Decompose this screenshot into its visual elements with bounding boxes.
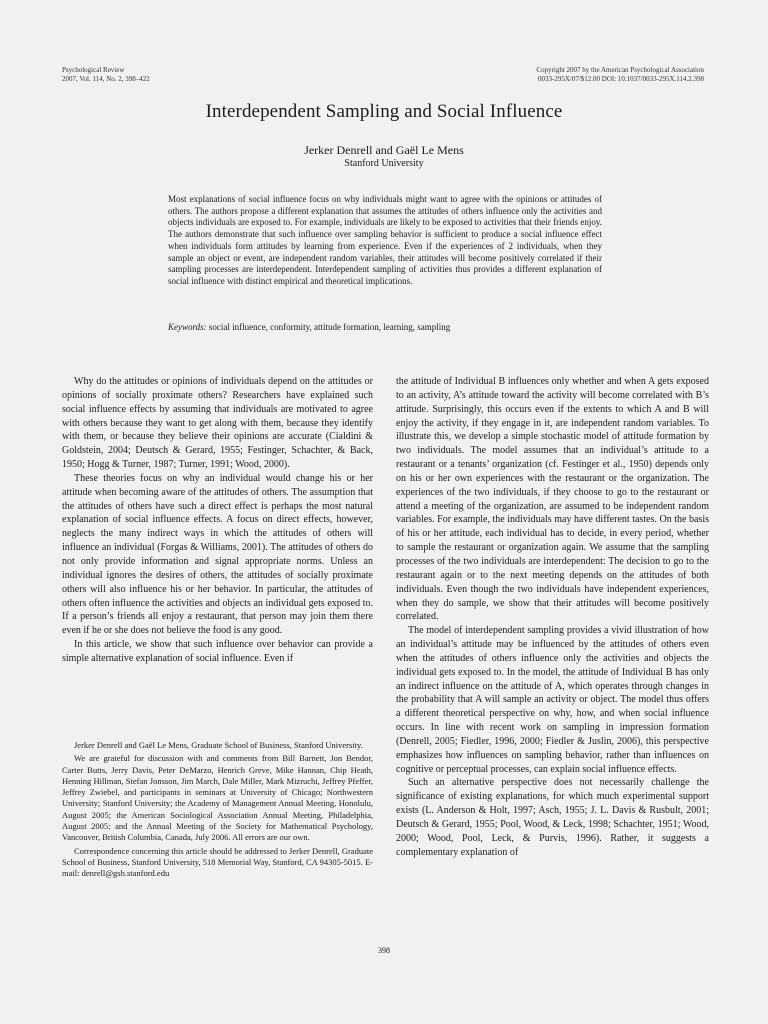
body-column-left: [62, 375, 373, 666]
article-title: Interdependent Sampling and Social Influence: [205, 101, 563, 122]
body-column-right: [396, 375, 709, 860]
keywords-line: [168, 322, 602, 332]
page-number: 398: [378, 946, 390, 955]
body-paragraph: Why do the attitudes or opinions of individuals depend on the attitudes or opinions of socially proximate others? Researchers have explained such social influence effects by assuming that individuals are motivated to agree with others because they want to get along with them, because they identify with them, or because they believe their opinions are accurate (Cialdini & Goldstein, 2004; Deutsch & Gerard, 1955; Festinger, Schachter, & Back, 1950; Hogg & Turner, 1987; Turner, 1991; Wood, 2000).: [62, 376, 373, 471]
author-names: Jerker Denrell and Gaël Le Mens: [304, 143, 464, 157]
body-paragraph: The model of interdependent sampling provides a vivid illustration of how an individual’s attitude may be influenced by the attitudes of others even when the attitudes of others influence only the activities and objects the individual gets exposed to. In the model, the attitude of Individual B has only an indirect influence on the attitude of A, which operates through changes in the probability that A will sample an activity or object. The model thus offers a different theoretical perspective on why, how, and when social influence occurs. In line with recent work on sampling in impression formation (Denrell, 2005; Fiedler, 1996, 2000; Fiedler & Juslin, 2006), this perspective emphasizes how influences on sampling behavior, rather than influences on cognitive or perceptual processes, can explain social influence effects.: [396, 625, 709, 775]
running-header-left: [62, 66, 150, 83]
author-footnote: [62, 740, 373, 882]
footnote-paragraph: Jerker Denrell and Gaël Le Mens, Graduate School of Business, Stanford University.: [74, 740, 363, 750]
keywords-text: social influence, conformity, attitude formation, learning, sampling: [208, 322, 451, 332]
journal-volume: 2007, Vol. 114, No. 2, 398–422: [62, 74, 150, 83]
running-header-right: [536, 66, 704, 83]
author-affiliation: Stanford University: [344, 158, 424, 169]
body-paragraph: Such an alternative perspective does not necessarily challenge the significance of existing explanations, for which much experimental support exists (L. Anderson & Holt, 1997; Asch, 1955; J. L. Davis & Rusbult, 2001; Deutsch & Gerard, 1955; Pool, Wood, & Leck, 1998; Schachter, 1951; Wood, 2000; Wood, Pool, Leck, & Purvis, 1996). Rather, it suggests a complementary explanation of: [396, 777, 709, 858]
doi-line: 0033-295X/07/$12.00 DOI: 10.1037/0033-295X.114.2.398: [538, 74, 704, 83]
abstract: Most explanations of social influence focus on why individuals might want to agree with the opinions or attitudes of others. The authors propose a different explanation that assumes the attitudes of others influence only the activities and objects individuals are exposed to. For example, individuals are likely to be exposed to activities that their friends enjoy. The authors demonstrate that such influence over sampling behavior is sufficient to produce a social influence effect when individuals form attitudes by learning from experience. Even if the experiences of 2 individuals, when they sample an object or event, are independent random variables, their attitudes will become positively correlated if their sampling processes are interdependent. Interdependent sampling of activities thus provides a different explanation of social influence with distinct empirical and theoretical implications.: [168, 194, 602, 286]
body-paragraph: These theories focus on why an individual would change his or her attitude when becoming aware of the attitudes of others. The assumption that the attitudes of others have such a direct effect is perhaps the most natural explanation of social influence effects. A focus on direct effects, however, neglects the many indirect ways in which the attitudes of others will influence an individual (Forgas & Williams, 2001). The attitudes of others do not only provide information and signal appropriate norms. Unless an individual ignores the desires of others, the attitudes of socially proximate others will also influence his or her behavior. In particular, the attitudes of others often influence the activities and objects an individual gets exposed to. If a person’s friends all enjoy a restaurant, that person may join them there even if he or she does not believe the food is any good.: [62, 472, 373, 637]
copyright-line: Copyright 2007 by the American Psychological Association: [536, 66, 704, 74]
body-paragraph: the attitude of Individual B influences only whether and when A gets exposed to an activity, A’s attitude toward the activity will become correlated with B’s attitude. Surprisingly, this occurs even if the extents to which A and B will enjoy the activity, if they engage in it, are independent random variables. To illustrate this, we develop a simple stochastic model of attitude formation by two individuals. The model assumes that an individual’s attitude to a restaurant or a tenants’ organization (cf. Festinger et al., 1950) depends only on his or her own experiences with the restaurant or the organization. The experiences of the two individuals, if they choose to go to the restaurant or attend a meeting of the organization, are assumed to be independent random variables. For example, the individuals may have different tastes. On the basis of his or her attitude, each individual has to decide, in every period, whether to sample the restaurant or organization again. We assume that the sampling processes of the two individuals are interdependent: The decision to go to the restaurant again or to the next meeting depends on the attitudes of both individuals. Even though the two individuals have independent experiences, when they do sample, we show that their attitudes will become positively correlated.: [396, 376, 709, 623]
footnote-paragraph: We are grateful for discussion with and comments from Bill Barnett, Jon Bendor, Carter Butts, Jerry Davis, Peter DeMarzo, Henrich Greve, Mike Hannan, Chip Heath, Henning Hillman, Stefan Jonsson, Jim March, Dale Miller, Mark Mizruchi, Jeffrey Pfeffer, Jeffrey Zwiebel, and participants in seminars at University of Chicago; Northwestern University; Stanford University; the Academy of Management Annual Meeting, Honolulu, August 2005; the American Sociological Association Annual Meeting, Philadelphia, August 2005; and the Annual Meeting of the Society for Mathematical Psychology, Vancouver, British Columbia, Canada, July 2006. All errors are our own.: [62, 753, 373, 843]
journal-name: Psychological Review: [62, 66, 125, 74]
body-paragraph: In this article, we show that such influence over behavior can provide a simple alternative explanation of social influence. Even if: [62, 639, 373, 664]
keywords-label: Keywords:: [168, 322, 207, 332]
footnote-paragraph: Correspondence concerning this article should be addressed to Jerker Denrell, Graduate School of Business, Stanford University, 518 Memorial Way, Stanford, CA 94305-5015. E-mail: denrell@gsb.stanford.edu: [62, 845, 373, 879]
